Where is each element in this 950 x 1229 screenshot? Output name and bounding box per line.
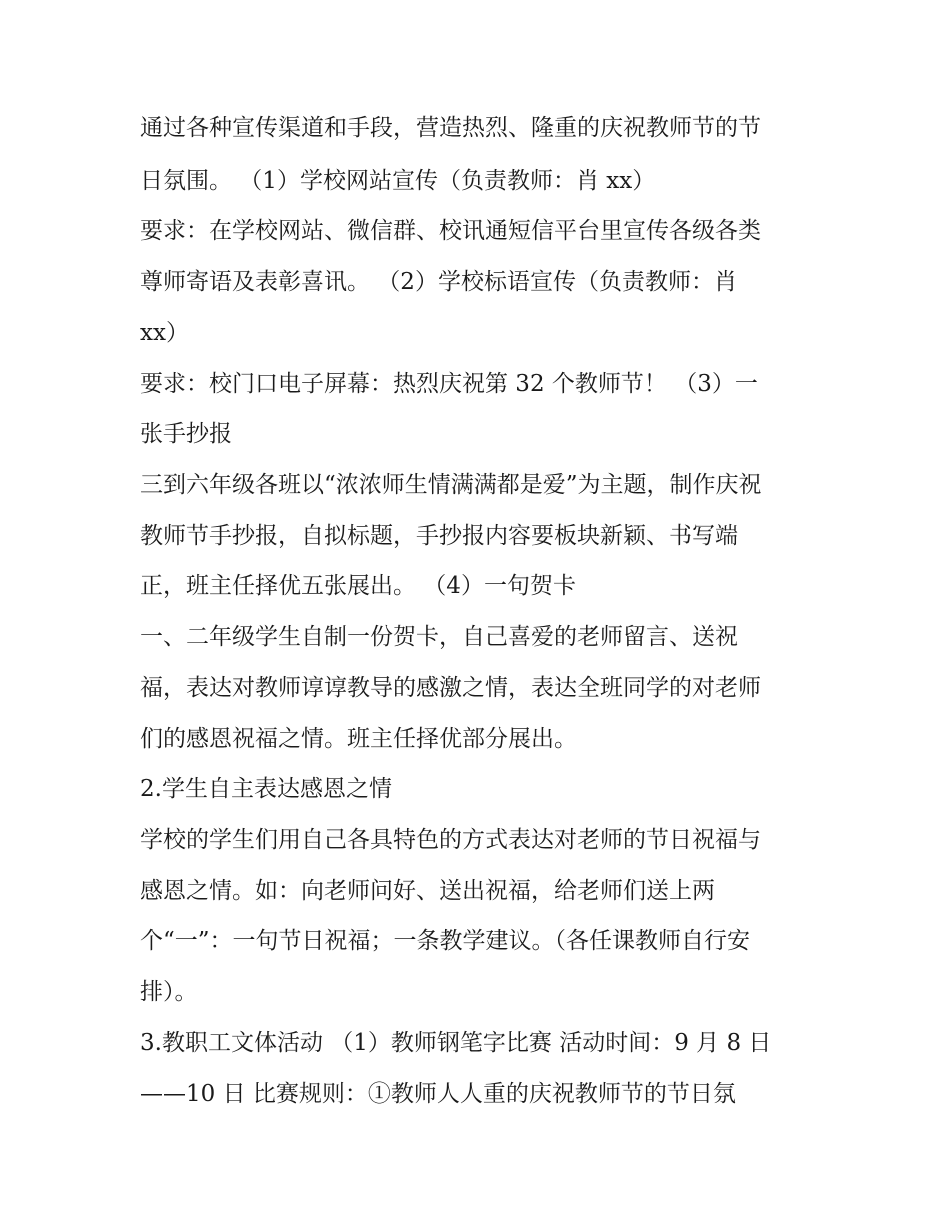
text-line: 尊师寄语及表彰喜讯。 （2）学校标语宣传（负责教师：肖 bbox=[140, 269, 737, 295]
text-line: 教师节手抄报，自拟标题，手抄报内容要板块新颖、书写端 bbox=[140, 523, 738, 549]
text-line: 正，班主任择优五张展出。 （4）一句贺卡 bbox=[140, 573, 576, 599]
text-line: 一、二年级学生自制一份贺卡，自己喜爱的老师留言、送祝 bbox=[140, 624, 738, 650]
section-heading: 2.学生自主表达感恩之情 bbox=[140, 776, 392, 802]
text-line: 张手抄报 bbox=[140, 421, 232, 447]
text-line: 学校的学生们用自己各具特色的方式表达对老师的节日祝福与 bbox=[140, 827, 761, 853]
text-line: 要求：在学校网站、微信群、校讯通短信平台里宣传各级各类 bbox=[140, 218, 761, 244]
text-line: xx） bbox=[140, 320, 189, 346]
text-line: 福，表达对教师谆谆教导的感激之情，表达全班同学的对老师 bbox=[140, 675, 761, 701]
text-line: 要求：校门口电子屏幕：热烈庆祝第 32 个教师节！ （3）一 bbox=[140, 371, 758, 397]
text-line: 日氛围。 （1）学校网站宣传（负责教师：肖 xx） bbox=[140, 168, 656, 194]
section-heading: 3.教职工文体活动 （1）教师钢笔字比赛 活动时间：9 月 8 日 bbox=[140, 1030, 772, 1056]
text-line: 们的感恩祝福之情。班主任择优部分展出。 bbox=[140, 726, 577, 752]
text-line: 三到六年级各班以“浓浓师生情满满都是爱”为主题，制作庆祝 bbox=[140, 472, 762, 498]
text-line: 通过各种宣传渠道和手段，营造热烈、隆重的庆祝教师节的节 bbox=[140, 115, 761, 141]
text-line: 个“一”：一句节日祝福；一条教学建议。（各任课教师自行安 bbox=[140, 928, 751, 954]
text-line: ——10 日 比赛规则：①教师人人重的庆祝教师节的节日氛 bbox=[140, 1081, 736, 1107]
text-line: 排）。 bbox=[140, 979, 198, 1005]
text-line: 感恩之情。如：向老师问好、送出祝福，给老师们送上两 bbox=[140, 878, 715, 904]
